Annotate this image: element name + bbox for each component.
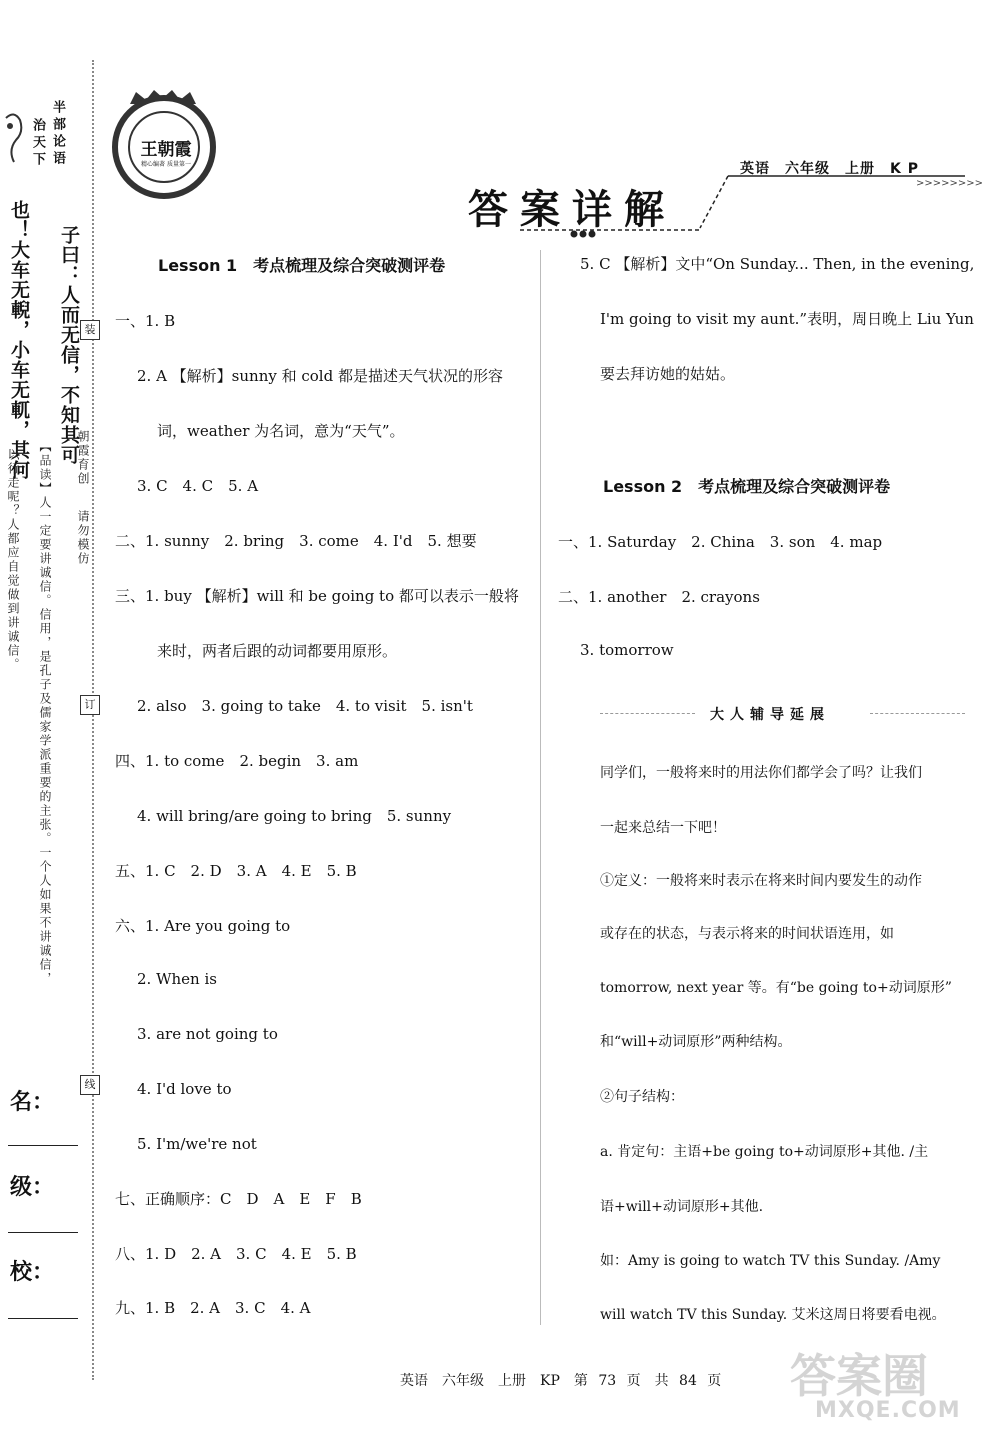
note-line: will watch TV this Sunday. 艾米这周日将要看电视。 — [600, 1307, 946, 1323]
answer-line: 八、1. D 2. A 3. C 4. E 5. B — [115, 1245, 357, 1263]
cut-mark-1: 装 — [80, 320, 100, 340]
motto-top: 半部论语 — [50, 100, 65, 168]
name-line — [8, 1145, 78, 1146]
section-heading: 大人辅导延展 — [710, 707, 830, 723]
brand-vertical: 朝霞育创 — [76, 430, 90, 486]
answer-line: 四、1. to come 2. begin 3. am — [115, 752, 359, 770]
answer-line: 5. I'm/we're not — [137, 1135, 257, 1153]
answer-line: 来时，两者后跟的动词都要用原形。 — [157, 642, 398, 660]
answer-line: 3. tomorrow — [580, 641, 674, 659]
note-line: a. 肯定句：主语+be going to+动词原形+其他. /主 — [600, 1144, 929, 1160]
note-line: 同学们，一般将来时的用法你们都学会了吗？让我们 — [600, 765, 922, 781]
quote-column-2: 也！大车无輗，小车无軏，其何 — [8, 200, 30, 480]
answer-line: 4. I'd love to — [137, 1080, 232, 1098]
note-line: 如：Amy is going to watch TV this Sunday. /Amy — [600, 1253, 941, 1269]
note-line: ②句子结构： — [600, 1089, 684, 1105]
answer-line: 二、1. another 2. crayons — [558, 588, 760, 606]
answer-line: 2. A 【解析】sunny 和 cold 都是描述天气状况的形容 — [137, 367, 503, 385]
series-label: 英语 六年级 上册 K P — [740, 161, 919, 177]
pindu-column-1: 【品读】人一定要讲诚信。信用，是孔子及儒家学派重要的主张。一个人如果不讲诚信， — [38, 440, 52, 986]
answer-line: 3. C 4. C 5. A — [137, 477, 259, 495]
answer-line: 5. C 【解析】文中“On Sunday... Then, in the evening, — [580, 255, 975, 273]
note-line: 一起来总结一下吧！ — [600, 820, 726, 836]
section-rule-right — [870, 713, 965, 714]
answer-line: 2. When is — [137, 970, 217, 988]
motto-bottom: 治天下 — [30, 118, 45, 169]
name-label: 名： — [10, 1090, 55, 1115]
cut-mark-2: 订 — [80, 695, 100, 715]
answer-line: 2. also 3. going to take 4. to visit 5. isn't — [137, 697, 473, 715]
school-line — [8, 1318, 78, 1319]
school-label: 校： — [10, 1260, 55, 1285]
note-line: ①定义：一般将来时表示在将来时间内要发生的动作 — [600, 873, 922, 889]
logo-subtitle: 精心编著 质量第一 — [141, 161, 191, 168]
logo-name: 王朝霞 — [140, 140, 192, 160]
answer-line: 三、1. buy 【解析】will 和 be going to 都可以表示一般将 — [115, 587, 519, 605]
answer-line: 二、1. sunny 2. bring 3. come 4. I'd 5. 想要 — [115, 532, 477, 550]
answer-line: 一、1. Saturday 2. China 3. son 4. map — [558, 533, 883, 551]
answer-line: 五、1. C 2. D 3. A 4. E 5. B — [115, 862, 357, 880]
answer-line: 词，weather 为名词，意为“天气”。 — [157, 422, 405, 440]
svg-text:>>>>>>>>: >>>>>>>> — [916, 178, 984, 189]
answer-line: 要去拜访她的姑姑。 — [600, 365, 736, 383]
page-footer: 英语 六年级 上册 KP 第 73 页 共 84 页 — [400, 1373, 722, 1389]
watermark-logo: 答案圈 — [790, 1349, 928, 1403]
note-line: 或存在的状态，与表示将来的时间状语连用，如 — [600, 926, 894, 942]
answer-line: 3. are not going to — [137, 1025, 278, 1043]
section-rule-left — [600, 713, 695, 714]
answer-line: 4. will bring/are going to bring 5. sunny — [137, 807, 452, 825]
cut-mark-3: 线 — [80, 1075, 100, 1095]
page-title: 答案详解 — [468, 187, 676, 233]
answer-line: 六、1. Are you going to — [115, 917, 291, 935]
note-line: 和“will+动词原形”两种结构。 — [600, 1034, 792, 1050]
warning-vertical: 请勿模仿 — [76, 510, 90, 566]
column-divider — [540, 250, 541, 1325]
answer-line: I'm going to visit my aunt.”表明，周日晚上 Liu Yun — [600, 310, 974, 328]
pindu-column-2: 以行走呢？人都应自觉做到讲诚信。 — [6, 448, 20, 672]
class-label: 级： — [10, 1175, 55, 1200]
lesson2-heading: Lesson 2 考点梳理及综合突破测评卷 — [603, 477, 891, 496]
class-line — [8, 1232, 78, 1233]
lesson1-heading: Lesson 1 考点梳理及综合突破测评卷 — [158, 256, 446, 275]
answer-line: 九、1. B 2. A 3. C 4. A — [115, 1299, 311, 1317]
watermark-url: MXQE.COM — [815, 1398, 961, 1423]
quote-column-1: 子曰：人而无信，不知其可 — [58, 225, 80, 465]
note-line: tomorrow, next year 等。有“be going to+动词原形” — [600, 980, 952, 996]
answer-line: 一、1. B — [115, 312, 176, 330]
answer-line: 七、正确顺序：C D A E F B — [115, 1190, 362, 1208]
note-line: 语+will+动词原形+其他. — [600, 1199, 764, 1215]
